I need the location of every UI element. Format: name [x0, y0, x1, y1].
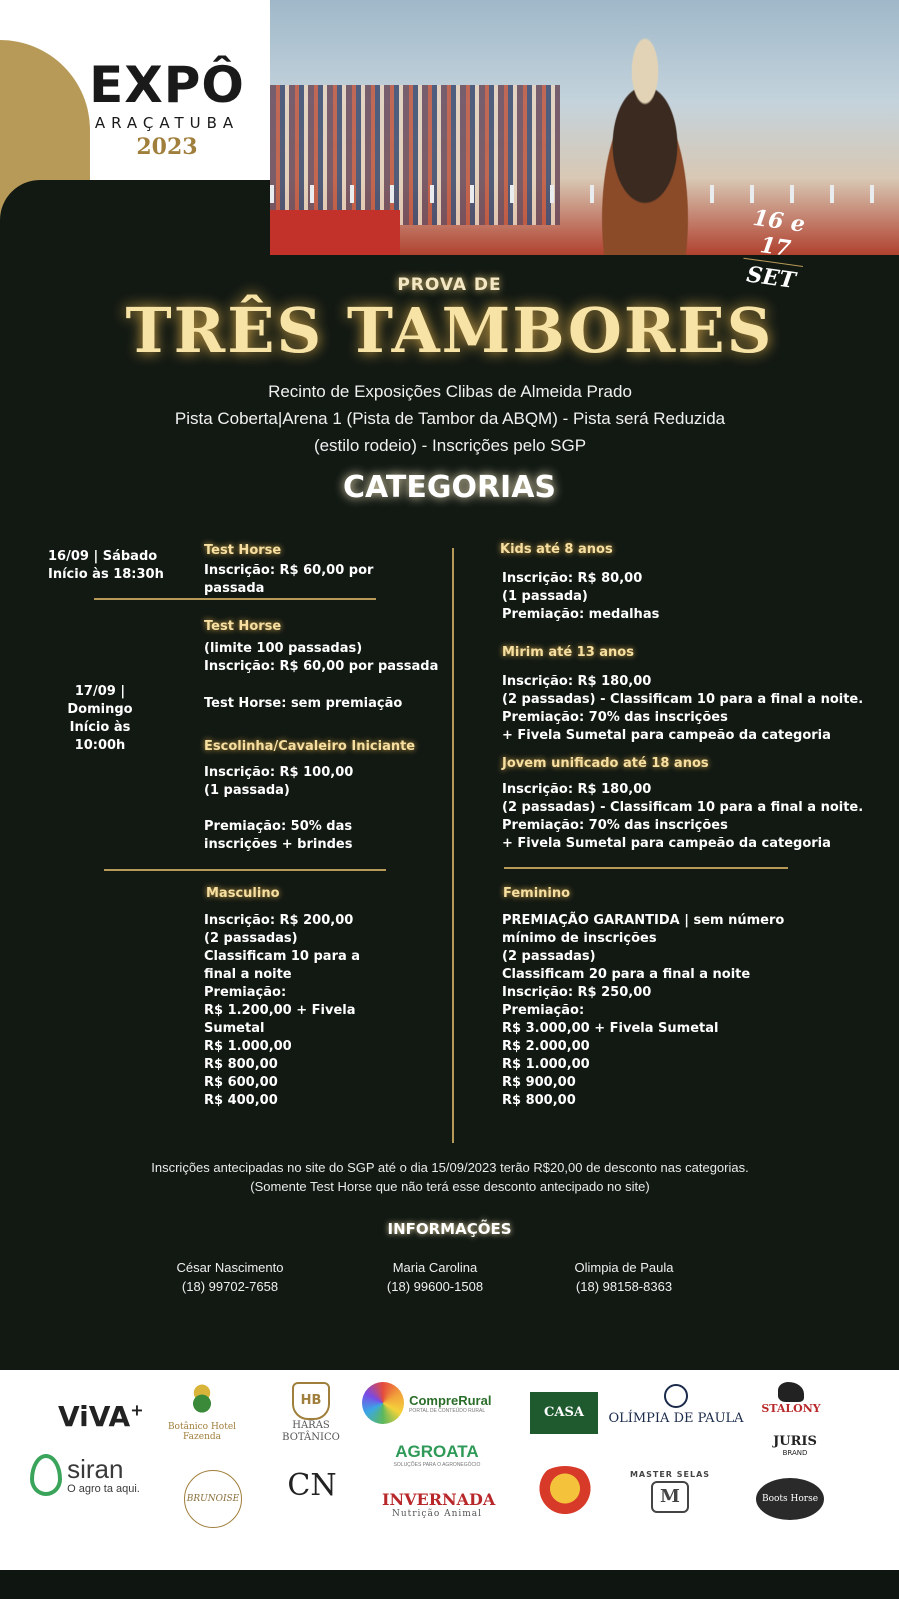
- sponsor-juris: [758, 1434, 832, 1457]
- sponsor-brunoise: BRUNOISE: [184, 1470, 242, 1528]
- column-divider: [452, 548, 454, 1143]
- sponsor-cn: [282, 1468, 342, 1503]
- day-sunday: [45, 683, 155, 755]
- sponsor-olimpia-text: OLÍMPIA DE PAULA: [608, 1411, 744, 1426]
- sponsor-cn-text: CN: [287, 1468, 337, 1503]
- jovem-title: Jovem unificado até 18 anos: [502, 756, 709, 771]
- sponsor-siran: [30, 1454, 160, 1496]
- sponsor-viva-text: ViVA: [58, 1400, 131, 1433]
- sponsor-stalony: [750, 1382, 832, 1415]
- day-sunday-start: Início às 10:00h: [69, 720, 131, 753]
- gon-logo-icon: [533, 1466, 597, 1516]
- red-banner: [270, 210, 400, 255]
- siran-leaf-icon: [30, 1454, 62, 1496]
- sponsor-botanico-hotel-text: Botânico Hotel Fazenda: [167, 1422, 237, 1442]
- venue-line-2: Pista Coberta|Arena 1 (Pista de Tambor da ABQM) - Pista será Reduzida: [174, 409, 726, 428]
- colorwheel-icon: [362, 1382, 404, 1424]
- feminino-text: PREMIAÇÃO GARANTIDA | sem número mínimo de inscrições (2 passadas) Classificam 20 para a final a noite Inscrição: R$ 250,00 Premiação: R$ 3.000,00 + Fivela Sumetal R$ 2.000,00 R$ 1.000,00 R$ 900,00 R$ 800,00: [502, 913, 785, 1108]
- sponsor-comprerural-sub: PORTAL DE CONTEÚDO RURAL: [409, 1407, 486, 1414]
- escolinha-text: Inscrição: R$ 100,00 (1 passada): [204, 765, 354, 798]
- contact-1-name: César Nascimento: [176, 1260, 284, 1275]
- test-horse-2-text: (limite 100 passadas) Inscrição: R$ 60,00 por passada: [204, 641, 439, 674]
- mirim-title: Mirim até 13 anos: [502, 645, 634, 660]
- expo-logo: [82, 58, 252, 160]
- contact-3-phone: (18) 98158-8363: [575, 1279, 673, 1294]
- sponsor-siran-sub: O agro ta aqui.: [67, 1483, 140, 1495]
- footer-bar: [0, 1570, 899, 1599]
- test-horse-1-text: Inscrição: R$ 60,00 por passada: [204, 563, 374, 596]
- sponsor-invernada-text: INVERNADA: [382, 1490, 496, 1509]
- day-saturday-date: 16/09 | Sábado: [48, 549, 158, 564]
- sponsor-comprerural-text: CompreRural: [409, 1392, 492, 1408]
- sponsor-agroata-text: AGROATA: [395, 1442, 479, 1461]
- date-days: 16 e 17: [751, 204, 807, 263]
- sponsor-agroata-sub: SOLUÇÕES PARA O AGRONEGÓCIO: [393, 1462, 481, 1468]
- sponsor-agroata: [382, 1442, 492, 1468]
- o-monogram-icon: [664, 1384, 688, 1408]
- test-horse-2-title: Test Horse: [204, 619, 282, 634]
- sponsor-casamia: CASA MIA: [530, 1392, 598, 1434]
- title-prefix: PROVA DE: [397, 275, 502, 295]
- divider: [104, 869, 386, 871]
- escolinha-prize: Premiação: 50% das inscrições + brindes: [204, 819, 353, 852]
- sponsor-viva: ViVA+: [58, 1400, 144, 1433]
- day-sunday-date: 17/09 | Domingo: [67, 684, 133, 717]
- jovem-text: Inscrição: R$ 180,00 (2 passadas) - Classificam 10 para a final a noite. Premiação: 70% das inscrições + Fivela Sumetal para campeão da categoria: [502, 782, 864, 851]
- categories-title: CATEGORIAS: [342, 470, 557, 505]
- feminino-title: Feminino: [503, 886, 571, 901]
- m-emblem-icon: M: [651, 1481, 689, 1513]
- discount-note: [60, 1158, 840, 1196]
- day-saturday: [48, 548, 164, 584]
- sponsor-invernada-sub: Nutrição Animal: [391, 1509, 483, 1519]
- sponsor-botanico-hotel: [152, 1382, 252, 1442]
- discount-note-line-2: (Somente Test Horse que não terá esse desconto antecipado no site): [250, 1179, 650, 1194]
- masculino-text: Inscrição: R$ 200,00 (2 passadas) Classificam 10 para a final a noite Premiação: R$ 1.200,00 + Fivela Sumetal R$ 1.000,00 R$ 800,00 R$ 600,00 R$ 400,00: [204, 913, 361, 1108]
- sponsor-stalony-text: STALONY: [761, 1402, 821, 1415]
- cowgirl-rider: [570, 10, 720, 255]
- sponsor-juris-text: JURIS: [773, 1434, 817, 1449]
- sponsor-comprerural: [362, 1382, 502, 1424]
- divider: [94, 598, 376, 600]
- sponsor-invernada: [382, 1490, 496, 1519]
- venue-line-3: (estilo rodeio) - Inscrições pelo SGP: [313, 436, 587, 455]
- info-title: INFORMAÇÕES: [387, 1220, 512, 1238]
- mirim-text: Inscrição: R$ 180,00 (2 passadas) - Classificam 10 para a final a noite. Premiação: 70% das inscrições + Fivela Sumetal para campeão da categoria: [502, 674, 864, 743]
- test-horse-2-note: Test Horse: sem premiação: [204, 696, 403, 711]
- horse-rider-icon: [778, 1382, 804, 1402]
- date-month: SET: [744, 261, 798, 295]
- kids-title: Kids até 8 anos: [500, 542, 613, 557]
- sponsor-siran-text: siran: [67, 1454, 124, 1484]
- sponsor-master-selas: [622, 1470, 718, 1513]
- sponsor-haras-botanico-text: HARAS BOTÂNICO: [282, 1420, 340, 1443]
- sponsor-boots-horse: Boots Horse: [756, 1478, 824, 1520]
- discount-note-line-1: Inscrições antecipadas no site do SGP até o dia 15/09/2023 terão R$20,00 de desconto nas categorias.: [151, 1160, 749, 1175]
- contact-2-name: Maria Carolina: [392, 1260, 478, 1275]
- test-horse-1-title: Test Horse: [204, 543, 282, 558]
- contact-3: [524, 1258, 724, 1296]
- venue-info: [80, 378, 820, 459]
- hb-shield-icon: HB: [292, 1382, 330, 1420]
- sponsors-panel: [0, 1370, 899, 1570]
- logo-year: 2023: [136, 134, 198, 160]
- contact-2-phone: (18) 99600-1508: [386, 1279, 484, 1294]
- logo-city: ARAÇATUBA: [94, 114, 240, 132]
- contact-3-name: Olimpia de Paula: [574, 1260, 674, 1275]
- contact-1: [130, 1258, 330, 1296]
- sponsor-master-selas-text: MASTER SELAS: [629, 1470, 711, 1479]
- sponsor-haras-botanico: [270, 1382, 352, 1444]
- logo-main: EXPÔ: [89, 56, 245, 114]
- day-saturday-start: Início às 18:30h: [48, 567, 164, 582]
- divider: [504, 867, 788, 869]
- escolinha-title: Escolinha/Cavaleiro Iniciante: [204, 739, 416, 754]
- venue-line-1: Recinto de Exposições Clibas de Almeida Prado: [268, 382, 632, 401]
- kids-text: Inscrição: R$ 80,00 (1 passada) Premiação: medalhas: [502, 571, 660, 622]
- lotus-icon: [182, 1382, 222, 1418]
- sponsor-juris-sub: BRAND: [782, 1449, 808, 1457]
- crowd-stands: [270, 85, 560, 225]
- masculino-title: Masculino: [206, 886, 280, 901]
- event-title: TRÊS TAMBORES: [125, 294, 774, 367]
- sponsor-olimpia: [608, 1384, 744, 1426]
- contact-2: [335, 1258, 535, 1296]
- contact-1-phone: (18) 99702-7658: [181, 1279, 279, 1294]
